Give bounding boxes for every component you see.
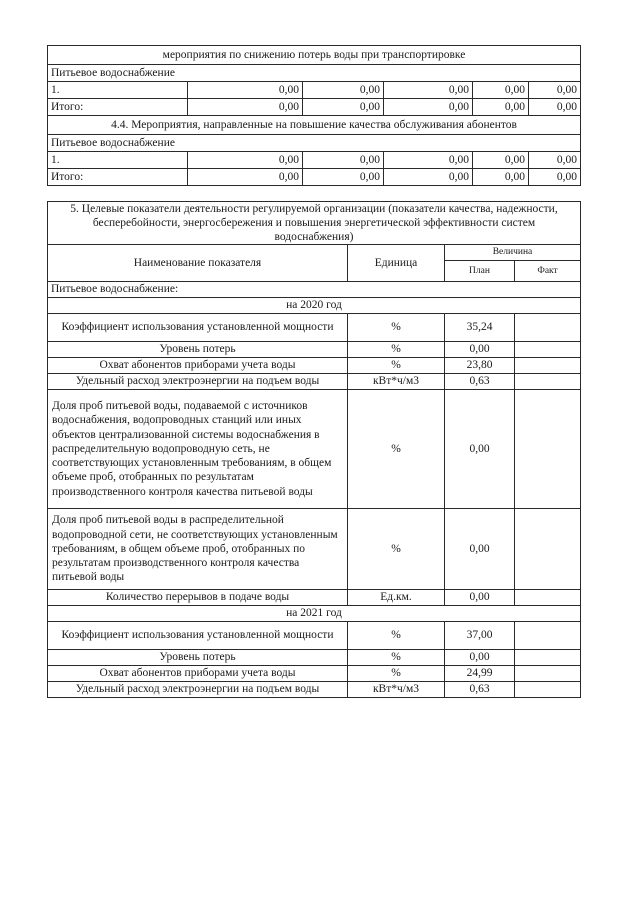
indicator-unit: % bbox=[348, 622, 445, 650]
cell: 0,00 bbox=[384, 152, 473, 169]
table-row bbox=[48, 314, 581, 342]
indicator-name: Удельный расход электроэнергии на подъем воды bbox=[48, 374, 348, 390]
cell: 0,00 bbox=[384, 99, 473, 116]
indicator-unit: Ед.км. bbox=[348, 590, 445, 606]
cell: 0,00 bbox=[473, 82, 529, 99]
indicator-unit: кВт*ч/м3 bbox=[348, 374, 445, 390]
year-2021-label: на 2021 год bbox=[48, 606, 581, 622]
indicator-fact bbox=[515, 314, 581, 342]
cell: 0,00 bbox=[529, 82, 581, 99]
indicator-plan: 0,63 bbox=[445, 374, 515, 390]
indicator-unit: % bbox=[348, 650, 445, 666]
table-row bbox=[48, 509, 581, 590]
table-row bbox=[48, 358, 581, 374]
indicator-plan: 0,00 bbox=[445, 590, 515, 606]
indicator-name: Количество перерывов в подаче воды bbox=[48, 590, 348, 606]
indicator-unit: % bbox=[348, 358, 445, 374]
indicator-plan: 35,24 bbox=[445, 314, 515, 342]
indicator-fact bbox=[515, 622, 581, 650]
cell: 0,00 bbox=[303, 169, 384, 186]
section-4-3-group: Питьевое водоснабжение bbox=[48, 65, 581, 82]
cell: 0,00 bbox=[188, 82, 303, 99]
col-header-name: Наименование показателя bbox=[48, 245, 348, 282]
cell: 0,00 bbox=[303, 82, 384, 99]
indicator-name: Уровень потерь bbox=[48, 342, 348, 358]
indicator-unit: кВт*ч/м3 bbox=[348, 682, 445, 698]
indicator-plan: 24,99 bbox=[445, 666, 515, 682]
indicator-name: Охват абонентов приборами учета воды bbox=[48, 666, 348, 682]
table-row bbox=[48, 622, 581, 650]
indicator-unit: % bbox=[348, 342, 445, 358]
indicator-plan: 0,00 bbox=[445, 650, 515, 666]
group-label: Питьевое водоснабжение: bbox=[48, 282, 581, 298]
cell: 0,00 bbox=[529, 169, 581, 186]
cell: 0,00 bbox=[473, 99, 529, 116]
table-row bbox=[48, 342, 581, 358]
indicator-fact bbox=[515, 682, 581, 698]
cell: 1. bbox=[48, 82, 188, 99]
col-header-value: Величина bbox=[445, 245, 581, 261]
cell: Итого: bbox=[48, 169, 188, 186]
cell: 1. bbox=[48, 152, 188, 169]
section-4-3-title: мероприятия по снижению потерь воды при транспортировке bbox=[48, 46, 581, 65]
indicator-unit: % bbox=[348, 314, 445, 342]
table-row bbox=[48, 650, 581, 666]
indicator-fact bbox=[515, 390, 581, 509]
col-header-fact: Факт bbox=[515, 261, 581, 282]
indicator-unit: % bbox=[348, 390, 445, 509]
table-row bbox=[48, 152, 581, 169]
table-row bbox=[48, 682, 581, 698]
indicator-unit: % bbox=[348, 666, 445, 682]
cell: Итого: bbox=[48, 99, 188, 116]
cell: 0,00 bbox=[188, 99, 303, 116]
table-row bbox=[48, 169, 581, 186]
target-indicators-table bbox=[47, 201, 581, 698]
table-row bbox=[48, 666, 581, 682]
indicator-name: Уровень потерь bbox=[48, 650, 348, 666]
cell: 0,00 bbox=[188, 152, 303, 169]
indicator-fact bbox=[515, 342, 581, 358]
col-header-plan: План bbox=[445, 261, 515, 282]
cell: 0,00 bbox=[384, 82, 473, 99]
section-4-4-title: 4.4. Мероприятия, направленные на повышение качества обслуживания абонентов bbox=[48, 116, 581, 135]
cell: 0,00 bbox=[384, 169, 473, 186]
table-row bbox=[48, 390, 581, 509]
table-row bbox=[48, 590, 581, 606]
indicator-fact bbox=[515, 666, 581, 682]
indicator-name: Доля проб питьевой воды в распределительной водопроводной сети, не соответствующих установленным требованиям, в общем объеме проб, отобранных по результатам производственного контроля качества питьевой воды bbox=[48, 509, 348, 590]
cell: 0,00 bbox=[303, 99, 384, 116]
section-4-4-group: Питьевое водоснабжение bbox=[48, 135, 581, 152]
cell: 0,00 bbox=[529, 152, 581, 169]
indicator-name: Коэффициент использования установленной мощности bbox=[48, 622, 348, 650]
cell: 0,00 bbox=[529, 99, 581, 116]
indicator-fact bbox=[515, 374, 581, 390]
indicator-name: Удельный расход электроэнергии на подъем воды bbox=[48, 682, 348, 698]
year-2020-label: на 2020 год bbox=[48, 298, 581, 314]
indicator-fact bbox=[515, 590, 581, 606]
measures-table bbox=[47, 45, 581, 186]
indicator-fact bbox=[515, 509, 581, 590]
indicator-fact bbox=[515, 358, 581, 374]
cell: 0,00 bbox=[188, 169, 303, 186]
indicator-fact bbox=[515, 650, 581, 666]
cell: 0,00 bbox=[303, 152, 384, 169]
indicator-plan: 0,00 bbox=[445, 342, 515, 358]
indicator-plan: 37,00 bbox=[445, 622, 515, 650]
col-header-unit: Единица bbox=[348, 245, 445, 282]
indicator-unit: % bbox=[348, 509, 445, 590]
indicator-plan: 0,00 bbox=[445, 509, 515, 590]
section-5-title: 5. Целевые показатели деятельности регулируемой организации (показатели качества, надежности, бесперебойности, энергосбережения и повышения энергетической эффективности систем водоснабжения) bbox=[48, 202, 581, 245]
indicator-name: Коэффициент использования установленной мощности bbox=[48, 314, 348, 342]
indicator-name: Охват абонентов приборами учета воды bbox=[48, 358, 348, 374]
indicator-name: Доля проб питьевой воды, подаваемой с источников водоснабжения, водопроводных станций или иных объектов централизованной системы водоснабжения в распределительную водопроводную сеть, не соответствующих установленным требованиям, в общем объеме проб, отобранных по результатам производственного контроля качества питьевой воды bbox=[48, 390, 348, 509]
indicator-plan: 23,80 bbox=[445, 358, 515, 374]
table-row bbox=[48, 82, 581, 99]
table-row bbox=[48, 99, 581, 116]
table-row bbox=[48, 374, 581, 390]
cell: 0,00 bbox=[473, 152, 529, 169]
indicator-plan: 0,63 bbox=[445, 682, 515, 698]
indicator-plan: 0,00 bbox=[445, 390, 515, 509]
cell: 0,00 bbox=[473, 169, 529, 186]
